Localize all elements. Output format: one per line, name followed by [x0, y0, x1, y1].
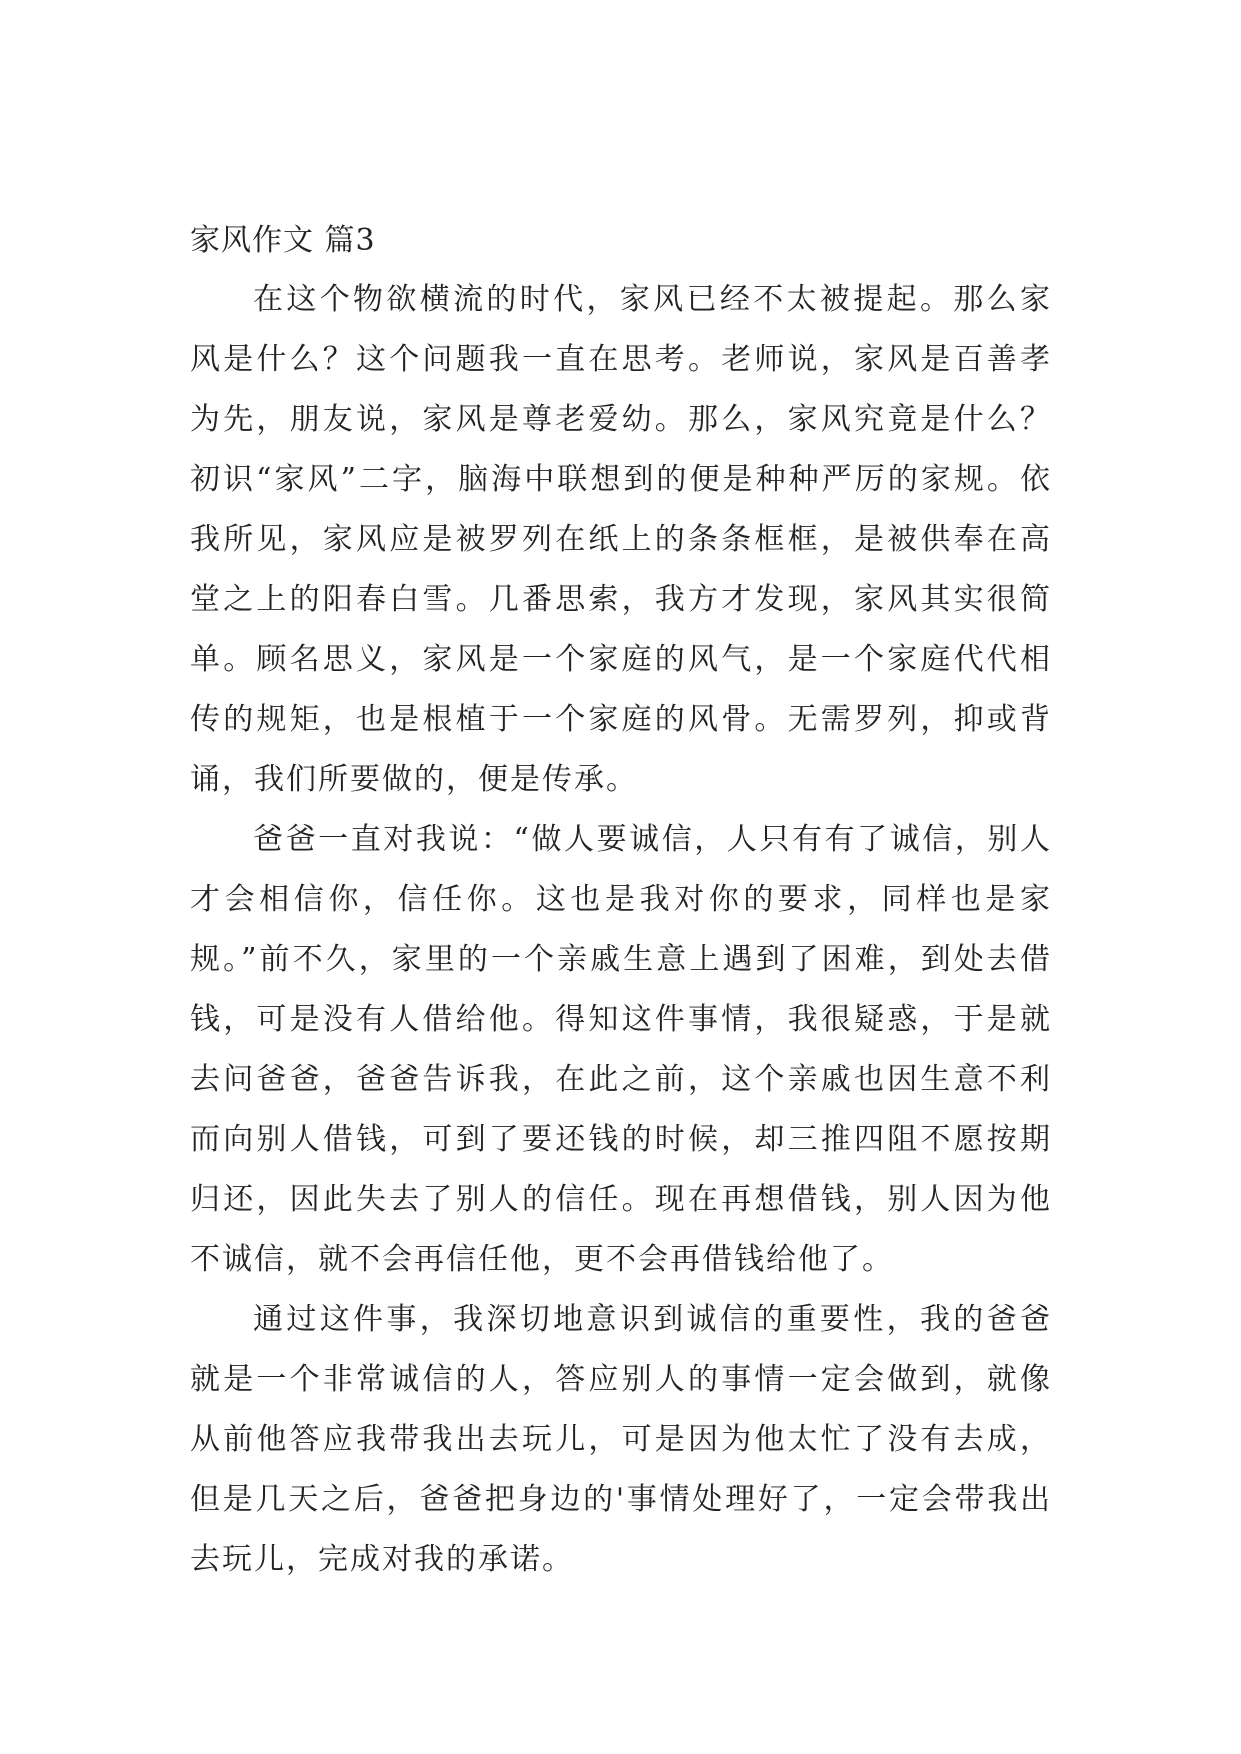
paragraph-1: 在这个物欲横流的时代，家风已经不太被提起。那么家风是什么？这个问题我一直在思考。老师说，家风是百善孝为先，朋友说，家风是尊老爱幼。那么，家风究竟是什么？初识“家风”二字，脑海中联想到的便是种种严厉的家规。依我所见，家风应是被罗列在纸上的条条框框，是被供奉在高堂之上的阳春白雪。几番思索，我方才发现，家风其实很简单。顾名思义，家风是一个家庭的风气，是一个家庭代代相传的规矩，也是根植于一个家庭的风骨。无需罗列，抑或背诵，我们所要做的，便是传承。 [190, 282, 1052, 797]
paragraph-2: 爸爸一直对我说：“做人要诚信，人只有有了诚信，别人才会相信你，信任你。这也是我对你的要求，同样也是家规。”前不久，家里的一个亲戚生意上遇到了困难，到处去借钱，可是没有人借给他。得知这件事情，我很疑惑，于是就去问爸爸，爸爸告诉我，在此之前，这个亲戚也因生意不利而向别人借钱，可到了要还钱的时候，却三推四阻不愿按期归还，因此失去了别人的信任。现在再想借钱，别人因为他不诚信，就不会再信任他，更不会再借钱给他了。 [190, 822, 1052, 1277]
paragraph-3: 通过这件事，我深切地意识到诚信的重要性，我的爸爸就是一个非常诚信的人，答应别人的事情一定会做到，就像从前他答应我带我出去玩儿，可是因为他太忙了没有去成，但是几天之后，爸爸把身边的'事情处理好了，一定会带我出去玩儿，完成对我的承诺。 [190, 1302, 1052, 1577]
document-title: 家风作文 篇3 [190, 223, 376, 258]
document-page [190, 218, 1052, 1590]
